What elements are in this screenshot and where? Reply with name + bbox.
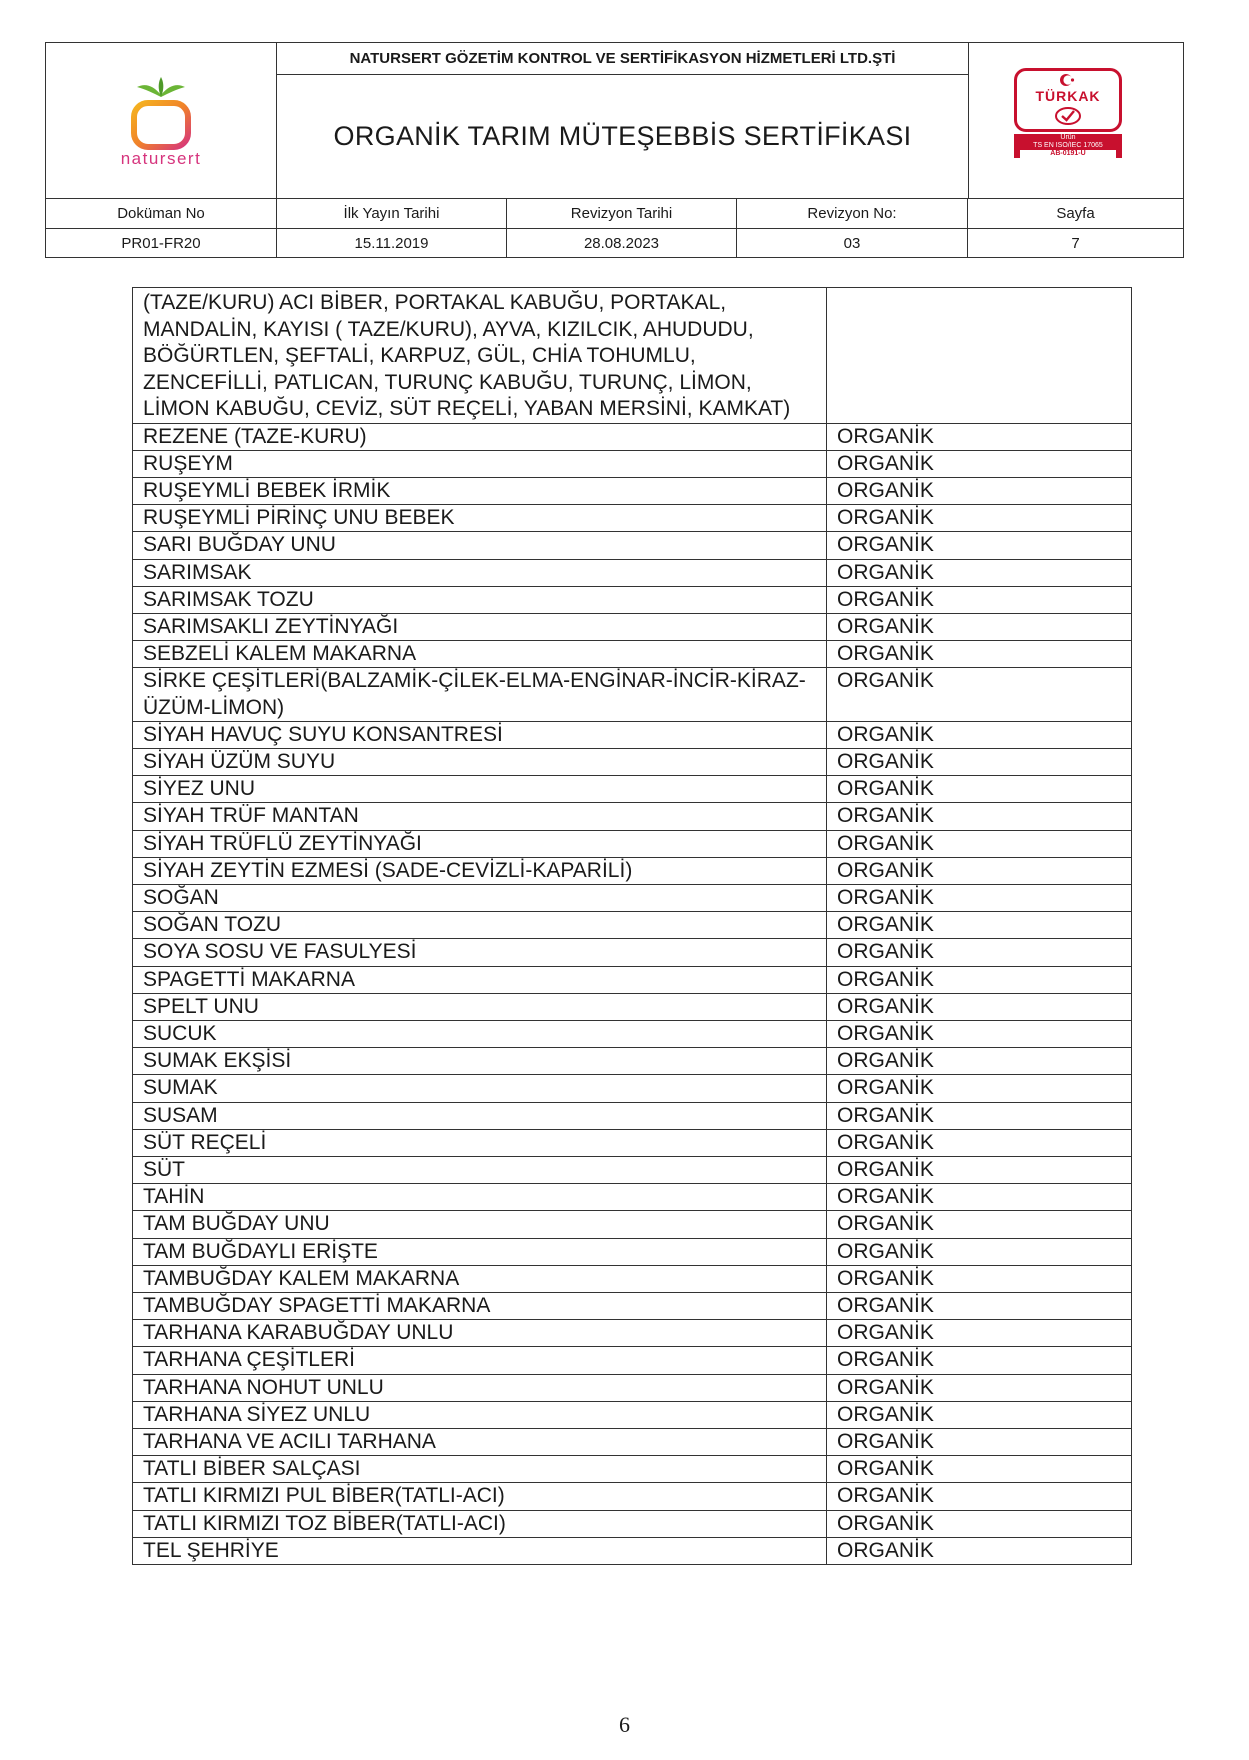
table-row [133, 721, 1132, 748]
product-status: ORGANİK [827, 1456, 1132, 1483]
product-status: ORGANİK [827, 1211, 1132, 1238]
product-name: SİYAH ÜZÜM SUYU [133, 748, 827, 775]
product-name: TARHANA NOHUT UNLU [133, 1374, 827, 1401]
turkak-standard: TS EN ISO/IEC 17065 [1033, 142, 1103, 149]
product-status [827, 288, 1132, 424]
meta-label-doc-no: Doküman No [46, 199, 277, 228]
table-row [133, 857, 1132, 884]
document-title: ORGANİK TARIM MÜTEŞEBBİS SERTİFİKASI [333, 121, 912, 151]
product-name: TARHANA KARABUĞDAY UNLU [133, 1320, 827, 1347]
table-row [133, 1265, 1132, 1292]
table-row [133, 748, 1132, 775]
table-row [133, 532, 1132, 559]
meta-label-first-date: İlk Yayın Tarihi [277, 199, 507, 228]
product-status: ORGANİK [827, 803, 1132, 830]
product-status: ORGANİK [827, 1510, 1132, 1537]
product-status: ORGANİK [827, 1102, 1132, 1129]
meta-label-page: Sayfa [1056, 205, 1095, 222]
product-status: ORGANİK [827, 477, 1132, 504]
product-status: ORGANİK [827, 966, 1132, 993]
product-name: RUŞEYMLİ BEBEK İRMİK [133, 477, 827, 504]
natursert-logo [91, 75, 231, 175]
product-name: SOĞAN TOZU [133, 912, 827, 939]
table-row [133, 1537, 1132, 1564]
product-status: ORGANİK [827, 1129, 1132, 1156]
product-name: TARHANA VE ACILI TARHANA [133, 1429, 827, 1456]
meta-value-first-date: 15.11.2019 [277, 229, 507, 258]
table-row [133, 505, 1132, 532]
table-row [133, 1401, 1132, 1428]
product-name: SARI BUĞDAY UNU [133, 532, 827, 559]
product-status: ORGANİK [827, 884, 1132, 911]
natursert-logo-icon [91, 75, 231, 155]
product-name: TAHİN [133, 1184, 827, 1211]
company-name: NATURSERT GÖZETİM KONTROL VE SERTİFİKASYON HİZMETLERİ LTD.ŞTİ [277, 43, 968, 75]
product-status: ORGANİK [827, 912, 1132, 939]
table-row [133, 668, 1132, 721]
table-row [133, 288, 1132, 424]
product-status: ORGANİK [827, 776, 1132, 803]
meta-value-revision-no: 03 [737, 229, 968, 258]
product-name: SUMAK EKŞİSİ [133, 1048, 827, 1075]
product-name: SPELT UNU [133, 993, 827, 1020]
meta-labels-row [46, 199, 1183, 228]
document-meta-table [46, 198, 1183, 257]
table-row [133, 1020, 1132, 1047]
product-status: ORGANİK [827, 1075, 1132, 1102]
product-name: TEL ŞEHRİYE [133, 1537, 827, 1564]
table-row [133, 477, 1132, 504]
table-row [133, 803, 1132, 830]
product-name: SUCUK [133, 1020, 827, 1047]
turkak-code: AB-0191-U [1020, 150, 1116, 158]
product-name: TAM BUĞDAYLI ERİŞTE [133, 1238, 827, 1265]
product-name: SİRKE ÇEŞİTLERİ(BALZAMİK-ÇİLEK-ELMA-ENGİNAR-İNCİR-KİRAZ-ÜZÜM-LİMON) [133, 668, 827, 721]
product-status: ORGANİK [827, 1265, 1132, 1292]
product-status: ORGANİK [827, 423, 1132, 450]
product-name: SEBZELİ KALEM MAKARNA [133, 641, 827, 668]
product-name: RUŞEYMLİ PİRİNÇ UNU BEBEK [133, 505, 827, 532]
product-status: ORGANİK [827, 748, 1132, 775]
product-name: SİYAH TRÜF MANTAN [133, 803, 827, 830]
table-row [133, 830, 1132, 857]
table-row [133, 912, 1132, 939]
product-name: TARHANA SİYEZ UNLU [133, 1401, 827, 1428]
product-status: ORGANİK [827, 450, 1132, 477]
product-status: ORGANİK [827, 559, 1132, 586]
product-status: ORGANİK [827, 613, 1132, 640]
product-name: TATLI BİBER SALÇASI [133, 1456, 827, 1483]
product-status: ORGANİK [827, 1048, 1132, 1075]
product-status: ORGANİK [827, 1156, 1132, 1183]
meta-label-revision-date: Revizyon Tarihi [507, 199, 737, 228]
table-row [133, 1374, 1132, 1401]
product-name: REZENE (TAZE-KURU) [133, 423, 827, 450]
meta-value-page: 7 [1071, 235, 1080, 252]
table-row [133, 884, 1132, 911]
turkak-logo [1014, 68, 1124, 164]
product-name: SUSAM [133, 1102, 827, 1129]
product-status: ORGANİK [827, 532, 1132, 559]
product-name: SARIMSAKLI ZEYTİNYAĞI [133, 613, 827, 640]
product-status: ORGANİK [827, 721, 1132, 748]
table-row [133, 450, 1132, 477]
product-name: TAM BUĞDAY UNU [133, 1211, 827, 1238]
document-header [45, 42, 1184, 258]
table-row [133, 1156, 1132, 1183]
table-row [133, 776, 1132, 803]
product-name: SÜT REÇELİ [133, 1129, 827, 1156]
table-row [133, 1429, 1132, 1456]
product-name: SİYAH TRÜFLÜ ZEYTİNYAĞI [133, 830, 827, 857]
table-row [133, 1510, 1132, 1537]
meta-label-revision-no: Revizyon No: [737, 199, 968, 228]
product-name: TATLI KIRMIZI PUL BİBER(TATLI-ACI) [133, 1483, 827, 1510]
table-row [133, 1102, 1132, 1129]
product-status: ORGANİK [827, 1483, 1132, 1510]
product-status: ORGANİK [827, 939, 1132, 966]
table-row [133, 1184, 1132, 1211]
table-row [133, 1129, 1132, 1156]
product-name: SPAGETTİ MAKARNA [133, 966, 827, 993]
product-status: ORGANİK [827, 1184, 1132, 1211]
turkak-word: TÜRKAK [1035, 88, 1101, 104]
table-row [133, 1211, 1132, 1238]
turkak-band [1014, 134, 1122, 158]
table-row [133, 1048, 1132, 1075]
product-status: ORGANİK [827, 857, 1132, 884]
product-name: SİYAH ZEYTİN EZMESİ (SADE-CEVİZLİ-KAPARİLİ) [133, 857, 827, 884]
table-row [133, 641, 1132, 668]
product-name: RUŞEYM [133, 450, 827, 477]
product-status: ORGANİK [827, 1401, 1132, 1428]
product-status: ORGANİK [827, 1293, 1132, 1320]
table-row [133, 1293, 1132, 1320]
crescent-icon [1058, 73, 1078, 87]
product-name: SOĞAN [133, 884, 827, 911]
table-row [133, 559, 1132, 586]
product-name: SUMAK [133, 1075, 827, 1102]
table-row [133, 1456, 1132, 1483]
logo-wordmark: natursert [120, 149, 202, 168]
product-name: SİYEZ UNU [133, 776, 827, 803]
product-name: TATLI KIRMIZI TOZ BİBER(TATLI-ACI) [133, 1510, 827, 1537]
product-status: ORGANİK [827, 641, 1132, 668]
product-status: ORGANİK [827, 668, 1132, 721]
page-number: 6 [619, 1712, 630, 1737]
table-row [133, 1347, 1132, 1374]
product-status: ORGANİK [827, 1020, 1132, 1047]
turkak-scope: Ürün [1060, 134, 1076, 141]
table-row [133, 1238, 1132, 1265]
product-status: ORGANİK [827, 586, 1132, 613]
table-row [133, 1483, 1132, 1510]
table-row [133, 1075, 1132, 1102]
product-status: ORGANİK [827, 505, 1132, 532]
meta-values-row [46, 228, 1183, 258]
product-name: SÜT [133, 1156, 827, 1183]
product-table-body [133, 288, 1132, 1565]
product-status: ORGANİK [827, 1374, 1132, 1401]
table-row [133, 586, 1132, 613]
product-name: SOYA SOSU VE FASULYESİ [133, 939, 827, 966]
product-table [132, 287, 1132, 1565]
product-status: ORGANİK [827, 1537, 1132, 1564]
accreditation-cell [968, 43, 1183, 198]
logo-cell [46, 43, 277, 198]
product-name: TAMBUĞDAY SPAGETTİ MAKARNA [133, 1293, 827, 1320]
table-row [133, 966, 1132, 993]
product-name: TARHANA ÇEŞİTLERİ [133, 1347, 827, 1374]
table-row [133, 423, 1132, 450]
product-status: ORGANİK [827, 1347, 1132, 1374]
checkmark-icon [1054, 106, 1082, 126]
product-name: SİYAH HAVUÇ SUYU KONSANTRESİ [133, 721, 827, 748]
product-status: ORGANİK [827, 1429, 1132, 1456]
product-status: ORGANİK [827, 1320, 1132, 1347]
product-name: TAMBUĞDAY KALEM MAKARNA [133, 1265, 827, 1292]
product-name: SARIMSAK TOZU [133, 586, 827, 613]
product-status: ORGANİK [827, 1238, 1132, 1265]
product-status: ORGANİK [827, 830, 1132, 857]
table-row [133, 1320, 1132, 1347]
table-row [133, 613, 1132, 640]
meta-value-revision-date: 28.08.2023 [507, 229, 737, 258]
product-name: SARIMSAK [133, 559, 827, 586]
product-status: ORGANİK [827, 993, 1132, 1020]
table-row [133, 993, 1132, 1020]
table-row [133, 939, 1132, 966]
product-name: (TAZE/KURU) ACI BİBER, PORTAKAL KABUĞU, PORTAKAL, MANDALİN, KAYISI ( TAZE/KURU), AYVA, KIZILCIK, AHUDUDU, BÖĞÜRTLEN, ŞEFTALİ, KARPUZ, GÜL, CHİA TOHUMLU, ZENCEFİLLİ, PATLICAN, TURUNÇ KABUĞU, TURUNÇ, LİMON, LİMON KABUĞU, CEVİZ, SÜT REÇELİ, YABAN MERSİNİ, KAMKAT) [133, 288, 827, 424]
meta-value-doc-no: PR01-FR20 [46, 229, 277, 258]
